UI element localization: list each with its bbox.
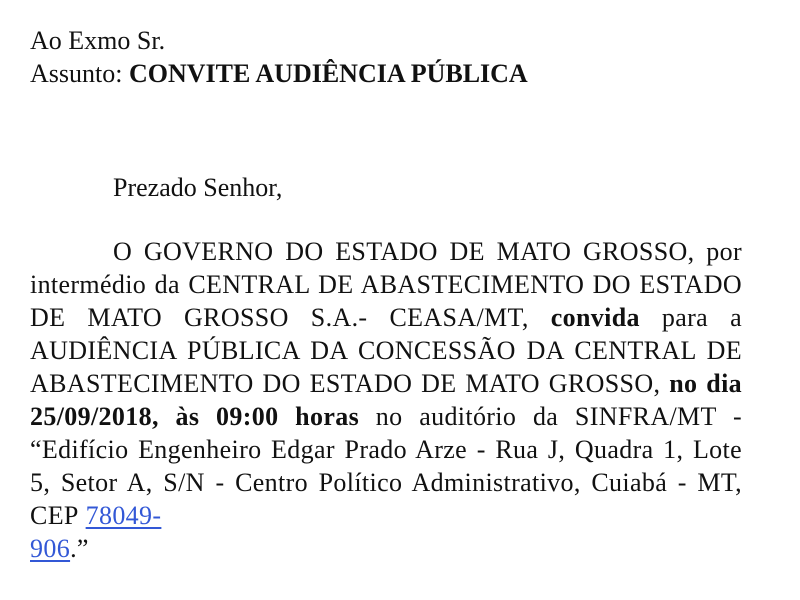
cep-link-part-1[interactable]: 78049- [85, 501, 162, 530]
subject-label: Assunto: [30, 59, 129, 88]
recipient-line: Ao Exmo Sr. [30, 26, 166, 55]
bold-convida: convida [550, 303, 640, 332]
body-part-3: no auditório da SINFRA/MT - “Edifício Engenheiro Edgar Prado Arze - Rua J, Quadra 1, Lote 5, Setor A, S/N - Centro Político Administrativo, Cuiabá - MT, CEP [30, 402, 743, 530]
salutation: Prezado Senhor, [113, 173, 283, 202]
closing-quote: .” [70, 534, 89, 563]
cep-link-part-2[interactable]: 906 [30, 534, 71, 563]
body-part-2: para a AUDIÊNCIA PÚBLICA DA CONCESSÃO DA CENTRAL DE ABASTECIMENTO DO ESTADO DE MATO GROSSO, [30, 303, 742, 398]
body-part-1: O GOVERNO DO ESTADO DE MATO GROSSO, por intermédio da CENTRAL DE ABASTECIMENTO DO ESTADO DE MATO GROSSO S.A.- CEASA/MT, [30, 237, 742, 332]
letter-document [30, 24, 743, 563]
subject-line [30, 57, 742, 90]
subject-title: CONVITE AUDIÊNCIA PÚBLICA [128, 59, 528, 88]
invitation-body [30, 235, 742, 565]
event-date-time: no dia 25/09/2018, às 09:00 horas [30, 369, 742, 431]
